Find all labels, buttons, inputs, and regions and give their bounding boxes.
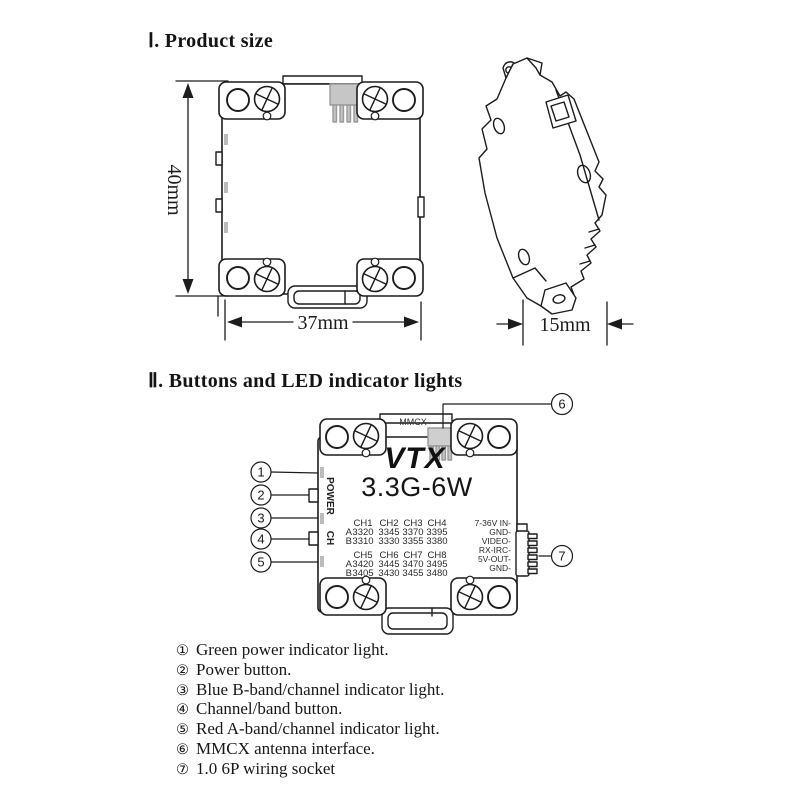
legend-item-text: Green power indicator light. [196,640,389,659]
table-row-label: B [345,536,352,547]
table-cell: 3380 [426,536,448,547]
table-cell: 3455 [402,568,424,579]
legend-item-text: Power button. [196,659,292,679]
table-cell: 3430 [378,568,400,579]
callout-4: 4 [257,531,265,547]
table-cell: CH2 [379,518,399,529]
board-spec: 3.3G-6W [361,472,473,502]
legend-item-number: ⑤ [176,722,189,739]
legend-item [176,700,444,720]
legend-item-text: MMCX antenna interface. [196,738,375,758]
section2-title: Ⅱ. Buttons and LED indicator lights [148,370,463,392]
table-cell: 3370 [402,527,424,538]
legend-item [176,760,444,780]
pin-label: RX-IRC- [478,545,511,555]
callout-2: 2 [257,487,265,503]
table-cell: 3355 [402,536,424,547]
right-edge-step [418,197,424,217]
table-cell: 3345 [378,527,400,538]
power-label: POWER [324,477,335,515]
legend-item-text: Channel/band button. [196,699,343,719]
callout-5: 5 [257,554,265,570]
power-button [309,489,318,502]
table-cell: 3405 [352,568,374,579]
table-cell: 3420 [352,559,374,570]
table-cell: 3310 [352,536,374,547]
legend-item [176,661,444,681]
table-row-label: B [345,568,352,579]
table-cell: CH1 [353,518,373,529]
mmcx-label: MMCX [399,417,427,427]
bottom-connector-tab [288,286,367,308]
pin-label: GND- [489,563,511,573]
table-cell: 3445 [378,559,400,570]
side-button-bump [216,152,222,165]
table-cell: CH8 [427,550,447,561]
table-cell: 3395 [426,527,448,538]
legend-list [176,641,444,780]
wiring-socket-icon [516,524,537,576]
table-cell: CH6 [379,550,399,561]
callout-6: 6 [558,396,566,412]
table-cell: 3330 [378,536,400,547]
legend-item-number: ⑥ [176,741,189,758]
height-dimension-label: 40mm [163,164,185,216]
legend-item [176,641,444,661]
table-row-label: A [345,559,352,570]
pin-label: 7-36V IN- [474,518,511,528]
board-name: VTX [384,442,446,475]
table-row-label: A [345,527,352,538]
callout-7: 7 [558,548,566,564]
side-view-diagram [479,58,633,345]
section1-title: Ⅰ. Product size [148,30,274,52]
ch-label: CH [324,530,335,546]
callout-3: 3 [257,510,265,526]
legend-item [176,720,444,740]
legend-item-number: ① [176,643,189,659]
legend-item [176,740,444,760]
legend-item-text: Red A-band/channel indicator light. [196,719,440,739]
legend-item-number: ③ [176,682,189,699]
side-button-bump [216,199,222,212]
table-cell: 3495 [426,559,448,570]
table-cell: CH4 [427,518,447,529]
pin-label: GND- [489,527,511,537]
callout-1: 1 [257,464,265,480]
channel-button [309,532,318,545]
legend-item [176,681,444,701]
bottom-connector-tab [382,608,453,634]
depth-dimension-label: 15mm [539,314,591,336]
legend-item-number: ④ [176,702,189,719]
front-view-diagram [163,76,424,340]
table-cell: 3480 [426,568,448,579]
table-cell: 3320 [352,527,374,538]
top-edge-lip [283,76,362,84]
table-cell: CH3 [403,518,423,529]
vtx-board-diagram [251,394,573,635]
pin-label: VIDEO- [481,536,511,546]
legend-item-text: Blue B-band/channel indicator light. [196,679,445,699]
legend-item-number: ⑦ [176,761,189,778]
width-dimension-label: 37mm [297,312,349,334]
legend-item-text: 1.0 6P wiring socket [196,758,336,778]
table-cell: 3470 [402,559,424,570]
legend-item-number: ② [176,662,189,679]
pin-label: 5V-OUT- [477,554,511,564]
table-cell: CH7 [403,550,423,561]
table-cell: CH5 [353,550,373,561]
